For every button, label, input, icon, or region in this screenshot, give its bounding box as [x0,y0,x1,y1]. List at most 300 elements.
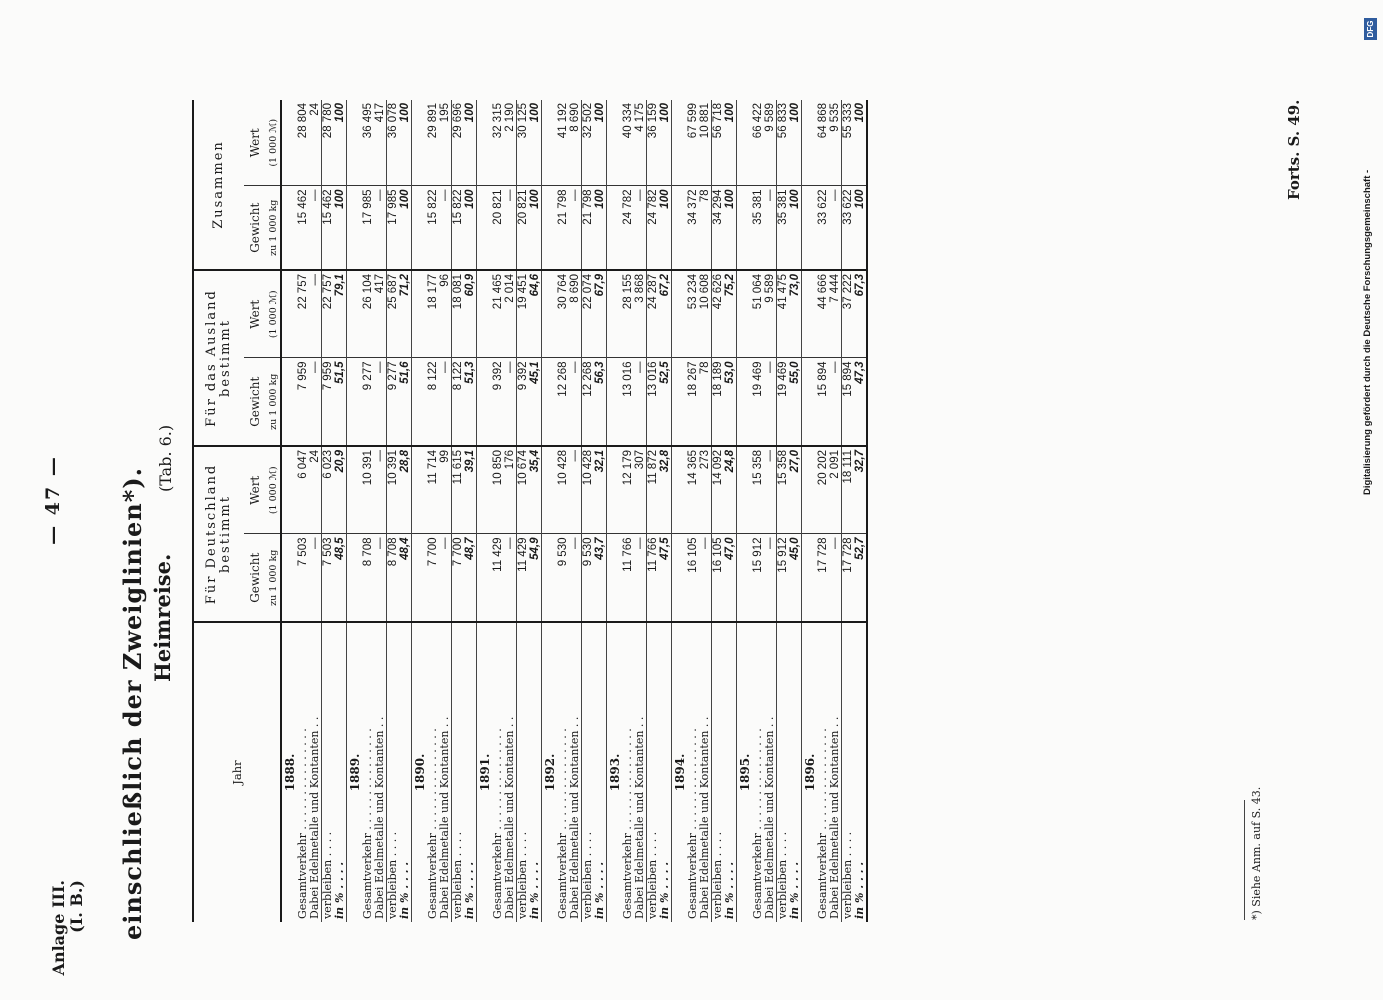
table-cell: — [829,358,842,446]
table-cell: 25 687 [387,270,400,358]
table-cell: 100 [724,100,737,186]
table-cell: 9 535 [829,100,842,186]
year-row [542,100,558,922]
table-cell: 7 700 [427,534,439,622]
empty-cell [412,270,428,358]
table-cell: 12 179 [622,446,634,534]
empty-cell [347,534,363,622]
empty-cell [802,100,818,186]
table-cell: 307 [634,446,647,534]
table-cell: 24 [309,100,322,186]
row-label: Gesamtverkehr . . . . . . . . . . . . . . . [556,728,569,919]
row-label: Gesamtverkehr . . . . . . . . . . . . . . . [361,728,374,919]
empty-cell [802,270,818,358]
table-cell: — [309,534,322,622]
table-cell: 73,0 [789,270,802,358]
table-cell: 7 959 [297,358,309,446]
row-label: in % . . . . [724,622,737,922]
table-cell: — [309,186,322,270]
empty-cell [412,446,428,534]
table-cell: 28 780 [322,100,335,186]
table-cell: 17 985 [362,186,374,270]
empty-cell [347,446,363,534]
section-table-reference: (Tab. 6.) [156,424,175,492]
table-cell: 48,7 [464,534,477,622]
table-cell: 29 696 [452,100,465,186]
table-cell: 15 894 [842,358,855,446]
row-label: Dabei Edelmetalle und Kontanten . . [569,622,582,922]
footnote: *) Siehe Anm. auf S. 43. [1250,786,1263,920]
table-cell: 2 190 [504,100,517,186]
table-cell: 195 [439,100,452,186]
table-cell: 47,3 [854,358,867,446]
table-cell: 6 023 [322,446,335,534]
table-cell: 9 530 [582,534,595,622]
empty-cell [542,270,558,358]
table-row [334,100,347,922]
table-cell: 100 [529,100,542,186]
table-cell: 18 111 [842,446,855,534]
table-cell: 51 064 [752,270,764,358]
table-cell: 20 821 [492,186,504,270]
empty-cell [672,534,688,622]
row-label: verbleiben . . . . [451,831,464,919]
row-label: verbleiben . . . . [321,831,334,919]
table-cell: 7 959 [322,358,335,446]
table-cell: 67,3 [854,270,867,358]
table-cell: 36 159 [647,100,660,186]
table-cell: 11 766 [647,534,660,622]
empty-cell [802,186,818,270]
table-cell: 8 708 [362,534,374,622]
table-cell: — [569,534,582,622]
year-label: 1888. [282,753,297,792]
empty-cell [477,446,493,534]
table-row [374,100,387,922]
table-cell: 9 530 [557,534,569,622]
table-cell: 15 912 [752,534,764,622]
table-cell: 47,0 [724,534,737,622]
table-cell: 8 122 [452,358,465,446]
table-body [281,100,867,922]
col-header-weight: Gewicht [244,358,266,446]
table-cell: 22 757 [297,270,309,358]
table-cell: 78 [699,186,712,270]
table-cell: 26 104 [362,270,374,358]
table-cell: 100 [594,100,607,186]
table-cell: 24 [309,446,322,534]
table-cell: 15 822 [427,186,439,270]
table-cell: 32,7 [854,446,867,534]
table-cell: 10 391 [387,446,400,534]
table-cell: 100 [659,186,672,270]
table-cell: 15 894 [817,358,829,446]
table-cell: 10 881 [699,100,712,186]
footnote-rule [1244,800,1245,920]
table-cell: 9 277 [362,358,374,446]
table-cell: 36 495 [362,100,374,186]
table-cell: 12 268 [582,358,595,446]
empty-cell [802,358,818,446]
table-cell: 75,2 [724,270,737,358]
row-label: verbleiben . . . . [711,831,724,919]
table-cell: 24 782 [647,186,660,270]
table-cell: 15 358 [777,446,790,534]
table-cell: — [569,446,582,534]
table-cell: 7 503 [322,534,335,622]
table-cell: 34 294 [712,186,725,270]
table-cell: 19 469 [752,358,764,446]
table-cell: 56 718 [712,100,725,186]
table-cell: 11 714 [427,446,439,534]
table-row [854,100,867,922]
table-row [464,100,477,922]
page-heading: einschließlich der Zweiglinien*). [118,467,147,940]
table-cell: 13 016 [622,358,634,446]
year-label: 1893. [607,753,622,792]
table-cell: 176 [504,446,517,534]
empty-cell [802,534,818,622]
table-cell: 100 [789,100,802,186]
empty-cell [477,270,493,358]
table-cell: 41 475 [777,270,790,358]
table-cell: 20 202 [817,446,829,534]
unit-weight: zu 1 000 kg [266,534,281,622]
table-cell: 20 821 [517,186,530,270]
empty-cell [281,534,297,622]
table-cell: 100 [464,186,477,270]
empty-cell [542,534,558,622]
table-cell: 100 [594,186,607,270]
empty-cell [347,358,363,446]
table-cell: 51,3 [464,358,477,446]
table-cell: 9 277 [387,358,400,446]
row-label: Dabei Edelmetalle und Kontanten . . [764,622,777,922]
table-cell: 28,8 [399,446,412,534]
table-cell: 9 589 [764,100,777,186]
col-header-weight: Gewicht [244,186,266,270]
table-cell: 11 615 [452,446,465,534]
table-cell: 42 626 [712,270,725,358]
table-cell: 7 444 [829,270,842,358]
empty-cell [477,534,493,622]
table-cell: 29 891 [427,100,439,186]
table-cell: 11 872 [647,446,660,534]
table-row [724,100,737,922]
table-cell: 15 462 [322,186,335,270]
table-cell: 273 [699,446,712,534]
table-cell: 30 764 [557,270,569,358]
table-cell: 37 222 [842,270,855,358]
page-number: — 47 — [42,455,64,545]
table-cell: — [829,186,842,270]
table-cell: 79,1 [334,270,347,358]
table-cell: 78 [699,358,712,446]
table-cell: — [309,358,322,446]
table-row [634,100,647,922]
table-cell: 2 091 [829,446,842,534]
table-cell: 6 047 [297,446,309,534]
year-row [802,100,818,922]
table-cell: 9 589 [764,270,777,358]
table-row [647,100,660,922]
empty-cell [607,534,623,622]
row-label: Dabei Edelmetalle und Kontanten . . [309,622,322,922]
table-cell: 21 798 [557,186,569,270]
table-cell: 100 [854,186,867,270]
group-header-abroad: Für das Ausland bestimmt [193,270,244,446]
col-header-value: Wert [244,446,266,534]
table-cell: — [634,358,647,446]
table-row [659,100,672,922]
row-label: Gesamtverkehr . . . . . . . . . . . . . . . [751,728,764,919]
table-cell: 22 074 [582,270,595,358]
empty-cell [412,186,428,270]
row-label: in % . . . . [853,861,866,919]
empty-cell [347,270,363,358]
year-column-header: Jahr [230,760,244,785]
table-cell: 10 391 [362,446,374,534]
table-row [699,100,712,922]
empty-cell [347,186,363,270]
row-label: Gesamtverkehr . . . . . . . . . . . . . . . [621,728,634,919]
empty-cell [607,446,623,534]
table-cell: 10 428 [582,446,595,534]
appendix-label [50,880,86,975]
table-cell: — [504,186,517,270]
empty-cell [607,186,623,270]
row-label: verbleiben . . . . [646,831,659,919]
table-cell: 14 365 [687,446,699,534]
table-cell: 10 428 [557,446,569,534]
row-label: Dabei Edelmetalle und Kontanten . . [504,622,517,922]
table-row [322,100,335,922]
table-cell: 9 392 [492,358,504,446]
table-cell: — [764,186,777,270]
table-cell: 8 690 [569,270,582,358]
row-label: Gesamtverkehr . . . . . . . . . . . . . . . [426,728,439,919]
table-cell: 15 912 [777,534,790,622]
unit-value: (1 000 ℳ) [266,446,281,534]
table-cell: 41 192 [557,100,569,186]
row-label: Dabei Edelmetalle und Kontanten . . [634,622,647,922]
dfg-logo: DFG [1364,18,1377,40]
year-row [412,100,428,922]
year-label: 1891. [477,753,492,792]
table-cell: — [374,534,387,622]
table-cell: 100 [854,100,867,186]
table-cell: 35 381 [777,186,790,270]
table-cell: 55,0 [789,358,802,446]
table-cell: — [634,186,647,270]
table-cell: 14 092 [712,446,725,534]
table-cell: 44 666 [817,270,829,358]
empty-cell [347,100,363,186]
table-row [399,100,412,922]
table-cell: 17 985 [387,186,400,270]
row-label: Dabei Edelmetalle und Kontanten . . [374,622,387,922]
table-row [842,100,855,922]
table-cell: — [634,534,647,622]
table-cell: — [504,358,517,446]
table-cell: 99 [439,446,452,534]
table-row [529,100,542,922]
table-cell: 4 175 [634,100,647,186]
table-cell: 48,4 [399,534,412,622]
empty-cell [672,186,688,270]
table-row [452,100,465,922]
empty-cell [542,186,558,270]
unit-weight: zu 1 000 kg [266,186,281,270]
row-label: in % . . . . [659,622,672,922]
empty-cell [737,270,753,358]
table-cell: 24,8 [724,446,737,534]
table-cell: 67,2 [659,270,672,358]
table-cell: — [764,358,777,446]
table-row [569,100,582,922]
empty-cell [412,100,428,186]
table-cell: 36 078 [387,100,400,186]
table-header [193,100,281,922]
table-cell: 17 728 [842,534,855,622]
row-label: in % . . . . [464,622,477,922]
row-label: Dabei Edelmetalle und Kontanten . . [829,622,842,922]
table-cell: 48,5 [334,534,347,622]
table-cell: 51,5 [334,358,347,446]
table-cell: 47,5 [659,534,672,622]
empty-cell [672,100,688,186]
table-cell: 39,1 [464,446,477,534]
table-cell: 20,9 [334,446,347,534]
table-row [789,100,802,922]
table-cell: 24 782 [622,186,634,270]
table-cell: 33 622 [817,186,829,270]
table-cell: 8 690 [569,100,582,186]
empty-cell [672,446,688,534]
table-cell: 18 267 [687,358,699,446]
empty-cell [737,446,753,534]
empty-cell [281,100,297,186]
year-row [737,100,753,922]
year-label: 1894. [672,753,687,792]
group-header-germany: Für Deutschland bestimmt [193,446,244,622]
table-cell: 17 728 [817,534,829,622]
table-cell: 51,6 [399,358,412,446]
empty-cell [477,358,493,446]
table-cell: 67 599 [687,100,699,186]
table-row [712,100,725,922]
empty-cell [802,446,818,534]
empty-cell [281,186,297,270]
empty-cell [672,270,688,358]
row-label: verbleiben . . . . [581,831,594,919]
table-row [309,100,322,922]
table-cell: 55 333 [842,100,855,186]
table-cell: 28 804 [297,100,309,186]
continuation-note: Forts. S. 49. [1285,99,1303,200]
table-cell: 43,7 [594,534,607,622]
year-row [672,100,688,922]
table-cell: 60,9 [464,270,477,358]
table-row [829,100,842,922]
table-cell: 19 451 [517,270,530,358]
table-cell: 16 105 [712,534,725,622]
table-cell: 96 [439,270,452,358]
table-cell: 11 429 [492,534,504,622]
table-cell: — [439,358,452,446]
row-label: Gesamtverkehr . . . . . . . . . . . . . . . [816,728,829,919]
year-label: 1890. [412,753,427,792]
row-label: Dabei Edelmetalle und Kontanten . . [439,622,452,922]
table-cell: 33 622 [842,186,855,270]
group-header-total: Zusammen [193,100,244,270]
table-cell: 7 700 [452,534,465,622]
empty-cell [737,100,753,186]
table-row [504,100,517,922]
table-cell: 11 766 [622,534,634,622]
table-cell: 15 822 [452,186,465,270]
empty-cell [607,358,623,446]
year-row [347,100,363,922]
table-cell: 40 334 [622,100,634,186]
table-cell: 10 608 [699,270,712,358]
table-cell: 53,0 [724,358,737,446]
table-row [387,100,400,922]
empty-cell [542,446,558,534]
empty-cell [737,534,753,622]
col-header-value: Wert [244,100,266,186]
table-cell: 27,0 [789,446,802,534]
table-cell: 64 868 [817,100,829,186]
table-cell: 9 392 [517,358,530,446]
table-cell: 100 [334,186,347,270]
empty-cell [607,270,623,358]
table-cell: 45,1 [529,358,542,446]
empty-cell [281,446,297,534]
table-cell: — [699,534,712,622]
empty-cell [477,100,493,186]
table-cell: — [569,358,582,446]
table-cell: 100 [529,186,542,270]
table-cell: 11 429 [517,534,530,622]
table-cell: — [374,446,387,534]
table-cell: 12 268 [557,358,569,446]
empty-cell [542,358,558,446]
table-cell: 100 [399,100,412,186]
table-cell: 32,8 [659,446,672,534]
empty-cell [607,100,623,186]
table-cell: 52,5 [659,358,672,446]
table-cell: 52,7 [854,534,867,622]
empty-cell [281,270,297,358]
col-header-value: Wert [244,270,266,358]
table-cell: 32 502 [582,100,595,186]
table-cell: 18 189 [712,358,725,446]
table-cell: 28 155 [622,270,634,358]
row-label: Gesamtverkehr . . . . . . . . . . . . . . . [491,728,504,919]
appendix-title: Anlage III. [49,880,68,976]
table-cell: 53 234 [687,270,699,358]
empty-cell [672,358,688,446]
row-label: Gesamtverkehr . . . . . . . . . . . . . . . [686,728,699,919]
digitization-credit: Digitalisierung gefördert durch die Deutsche Forschungsgemeinschaft - [1362,169,1373,495]
table-cell: — [764,534,777,622]
table-cell: 21 798 [582,186,595,270]
year-label: 1895. [737,753,752,792]
table-row [439,100,452,922]
table-cell: 417 [374,100,387,186]
table-row [582,100,595,922]
